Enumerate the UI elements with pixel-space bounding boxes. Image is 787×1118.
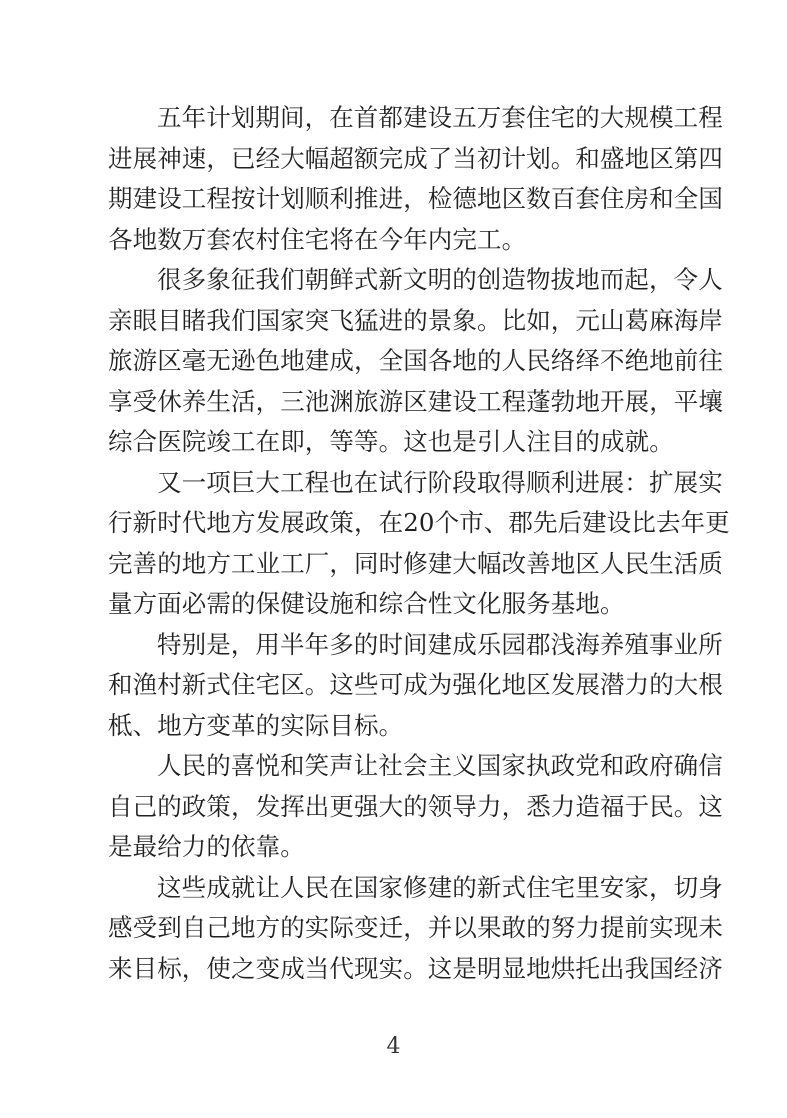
- text-line: 进展神速，已经大幅超额完成了当初计划。和盛地区第四: [108, 143, 723, 173]
- text-line: 享受休养生活，三池渊旅游区建设工程蓬勃地开展，平壤: [108, 386, 723, 416]
- page-number: 4: [386, 1034, 401, 1059]
- paragraph-6: [108, 868, 723, 990]
- paragraph-3: [108, 463, 730, 625]
- text-line: 旅游区毫无逊色地建成，全国各地的人民络绎不绝地前往: [108, 346, 723, 375]
- text-line: 这些成就让人民在国家修建的新式住宅里安家，切身: [157, 872, 723, 902]
- text-line: 和渔村新式住宅区。这些可成为强化地区发展潜力的大根: [108, 670, 723, 699]
- text-line: 感受到自己地方的实际变迁，并以果敢的努力提前实现未: [108, 913, 723, 942]
- text-line: 各地数万套农村住宅将在今年内完工。: [108, 224, 527, 254]
- text-line: 很多象征我们朝鲜式新文明的创造物拔地而起，令人: [157, 265, 723, 294]
- text-line: 自己的政策，发挥出更强大的领导力，悉力造福于民。这: [108, 791, 723, 821]
- paragraph-2: [108, 260, 723, 463]
- text-line: 人民的喜悦和笑声让社会主义国家执政党和政府确信: [157, 751, 723, 780]
- text-line: 亲眼目睹我们国家突飞猛进的景象。比如，元山葛麻海岸: [108, 305, 723, 335]
- paragraph-5: [108, 746, 723, 868]
- text-line: 特别是，用半年多的时间建成乐园郡浅海养殖事业所: [157, 629, 723, 659]
- text-line: 又一项巨大工程也在试行阶段取得顺利进展：扩展实: [157, 467, 723, 497]
- text-line: 量方面必需的保健设施和综合性文化服务基地。: [108, 589, 625, 618]
- text-line: 行新时代地方发展政策，在20个市、郡先后建设比去年更: [108, 508, 730, 537]
- paragraph-1: [108, 98, 723, 260]
- text-line: 来目标，使之变成当代现实。这是明显地烘托出我国经济: [108, 953, 723, 983]
- text-line: 柢、地方变革的实际目标。: [108, 710, 404, 740]
- text-line: 是最给力的依靠。: [108, 832, 305, 861]
- body-text: [108, 98, 730, 989]
- paragraph-4: [108, 625, 723, 747]
- text-line: 完善的地方工业工厂，同时修建大幅改善地区人民生活质: [108, 548, 723, 578]
- text-line: 五年计划期间，在首都建设五万套住宅的大规模工程: [157, 103, 723, 132]
- text-line: 综合医院竣工在即，等等。这也是引人注目的成就。: [108, 427, 674, 456]
- text-line: 期建设工程按计划顺利推进，检德地区数百套住房和全国: [108, 184, 723, 213]
